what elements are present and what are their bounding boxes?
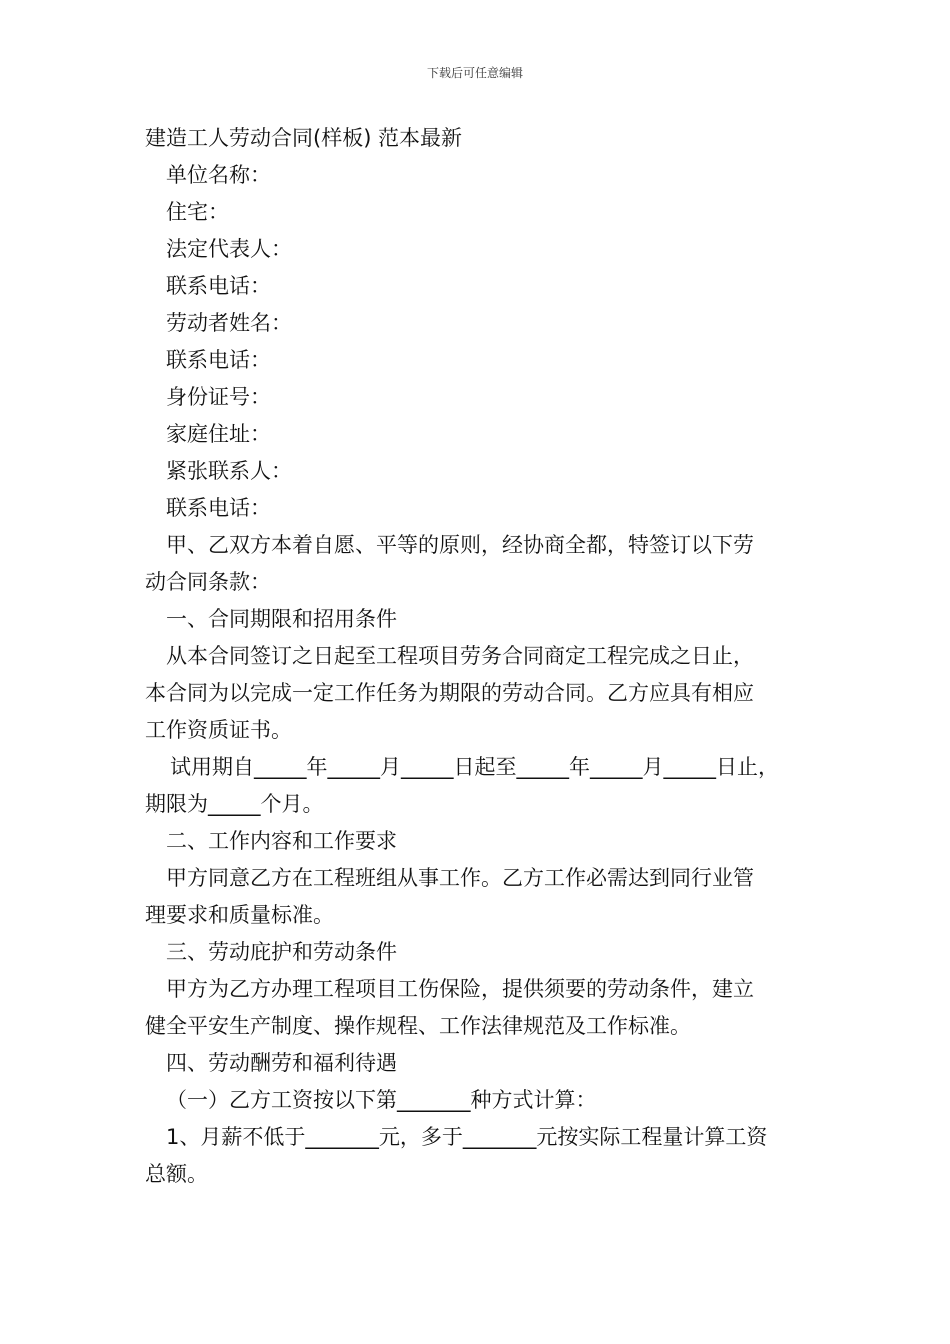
field-phone: 联系电话： [166,274,271,298]
paragraph-line: 从本合同签订之日起至工程项目劳务合同商定工程完成之日止， [166,644,754,668]
document-title: 建造工人劳动合同(样板) 范本最新 [145,126,463,150]
paragraph-line: （一）乙方工资按以下第_______种方式计算： [166,1088,597,1112]
paragraph-line: 1、月薪不低于_______元，多于_______元按实际工程量计算工资 [166,1125,768,1149]
field-legal-rep: 法定代表人： [166,237,292,261]
section-heading: 四、劳动酬劳和福利待遇 [166,1051,397,1075]
paragraph-line: 总额。 [145,1162,208,1186]
paragraph-line: 甲方为乙方办理工程项目工伤保险，提供须要的劳动条件，建立 [166,977,754,1001]
field-address: 住宅： [166,200,229,224]
field-home-address: 家庭住址： [166,422,271,446]
paragraph-line: 理要求和质量标准。 [145,903,334,927]
intro-paragraph-line: 甲、乙双方本着自愿、平等的原则，经协商全都，特签订以下劳 [166,533,754,557]
field-id-number: 身份证号： [166,385,271,409]
document-body [145,120,815,1193]
intro-paragraph-line: 动合同条款： [145,570,271,594]
paragraph-line: 试用期自_____年_____月_____日起至_____年_____月_____日止， [170,755,779,779]
section-heading: 二、工作内容和工作要求 [166,829,397,853]
field-worker-phone: 联系电话： [166,348,271,372]
section-heading: 一、合同期限和招用条件 [166,607,397,631]
field-worker-name: 劳动者姓名： [166,311,292,335]
field-emergency-phone: 联系电话： [166,496,271,520]
page-header: 下载后可任意编辑 [426,66,523,80]
field-unit-name: 单位名称： [166,163,271,187]
paragraph-line: 健全平安生产制度、操作规程、工作法律规范及工作标准。 [145,1014,691,1038]
section-heading: 三、劳动庇护和劳动条件 [166,940,397,964]
paragraph-line: 甲方同意乙方在工程班组从事工作。乙方工作必需达到同行业管 [166,866,754,890]
paragraph-line: 工作资质证书。 [145,718,292,742]
paragraph-line: 本合同为以完成一定工作任务为期限的劳动合同。乙方应具有相应 [145,681,754,705]
paragraph-line: 期限为_____个月。 [145,792,324,816]
field-emergency-contact: 紧张联系人： [166,459,292,483]
